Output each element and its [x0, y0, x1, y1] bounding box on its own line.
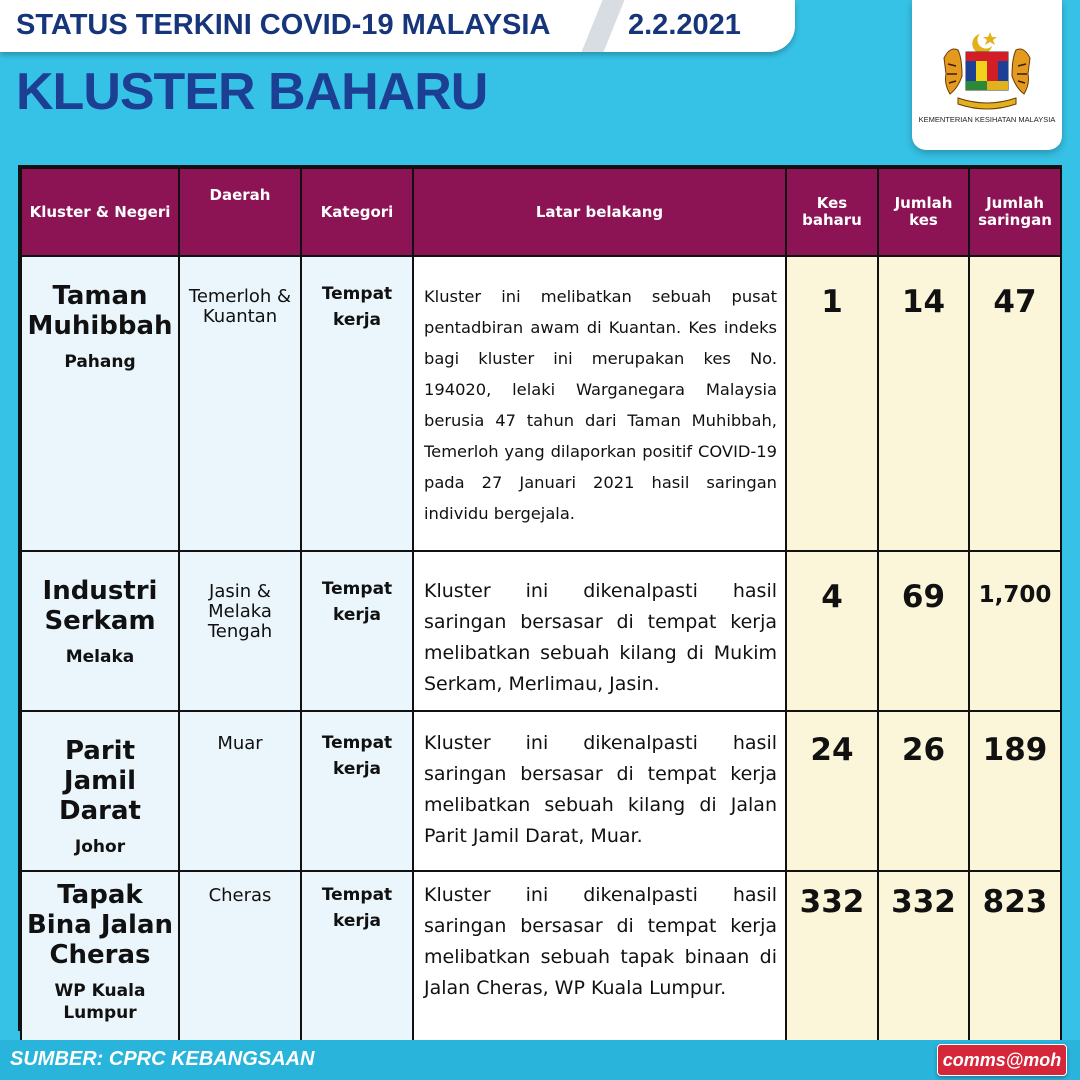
district-cell [179, 871, 301, 1049]
column-header-jumlah-kes: Jumlah kes [878, 168, 969, 256]
district-name: Cheras [208, 885, 272, 906]
column-header-kes-baharu: Kes baharu [786, 168, 878, 256]
cluster-name: Parit Jamil Darat [59, 736, 141, 826]
total-cases-cell [878, 871, 969, 1049]
total-cases-value: 14 [901, 284, 946, 320]
background-cell [413, 871, 786, 1049]
cluster-state: Pahang [64, 352, 136, 372]
screenings-cell [969, 871, 1061, 1049]
cluster-cell [21, 711, 179, 871]
category-cell [301, 871, 413, 1049]
screenings-value: 47 [993, 284, 1037, 320]
cluster-state: Melaka [65, 647, 135, 667]
district-cell [179, 711, 301, 871]
comms-badge: comms@moh [937, 1044, 1067, 1076]
total-cases-cell [878, 256, 969, 551]
screenings-value: 1,700 [978, 582, 1052, 608]
background-text: Kluster ini dikenalpasti hasil saringan bersasar di tempat kerja melibatkan sebuah tapak binaan di Jalan Cheras, WP Kuala Lumpur. [424, 884, 777, 999]
screenings-cell [969, 256, 1061, 551]
district-name: Jasin & Melaka Tengah [207, 581, 273, 642]
background-text: Kluster ini melibatkan sebuah pusat pentadbiran awam di Kuantan. Kes indeks bagi kluster ini merupakan kes No. 194020, lelaki Warganegara Malaysia berusia 47 tahun dari Taman Muhibbah, Temerloh yang dilaporkan positif COVID-19 pada 27 Januari 2021 hasil saringan individu bergejala. [424, 287, 777, 523]
category-cell [301, 711, 413, 871]
cluster-state: Johor [74, 837, 126, 857]
total-cases-value: 69 [901, 579, 946, 615]
ministry-name: KEMENTERIAN KESIHATAN MALAYSIA [918, 115, 1056, 124]
table-header-row [21, 168, 1061, 256]
screenings-cell [969, 711, 1061, 871]
header-divider [581, 0, 624, 52]
cluster-cell [21, 871, 179, 1049]
total-cases-value: 26 [901, 732, 946, 768]
source-label: SUMBER: CPRC KEBANGSAAN [10, 1048, 315, 1070]
new-cases-value: 4 [821, 579, 843, 615]
cluster-table [18, 165, 1062, 1031]
new-cases-cell [786, 551, 878, 711]
category-label: Tempat kerja [321, 885, 393, 931]
background-cell [413, 711, 786, 871]
new-cases-value: 24 [810, 732, 854, 768]
category-cell [301, 551, 413, 711]
table-row [21, 711, 1061, 871]
cluster-cell [21, 551, 179, 711]
screenings-value: 189 [982, 732, 1048, 768]
column-header-latar: Latar belakang [413, 168, 786, 256]
table-row [21, 256, 1061, 551]
new-cases-value: 332 [799, 884, 865, 920]
new-cases-value: 1 [821, 284, 843, 320]
page-title: STATUS TERKINI COVID-19 MALAYSIA [16, 9, 551, 41]
column-header-jumlah-saringan: Jumlah saringan [969, 168, 1061, 256]
background-cell [413, 551, 786, 711]
background-cell [413, 256, 786, 551]
table-row [21, 871, 1061, 1049]
ministry-logo-card [912, 0, 1062, 150]
column-header-kluster: Kluster & Negeri [21, 168, 179, 256]
district-name: Muar [217, 733, 263, 754]
background-text: Kluster ini dikenalpasti hasil saringan bersasar di tempat kerja melibatkan sebuah kilang di Mukim Serkam, Merlimau, Jasin. [424, 580, 777, 695]
district-cell [179, 256, 301, 551]
report-date: 2.2.2021 [628, 9, 741, 41]
cluster-state: WP Kuala Lumpur [54, 981, 146, 1023]
screenings-cell [969, 551, 1061, 711]
column-header-daerah: Daerah [179, 168, 301, 256]
total-cases-cell [878, 551, 969, 711]
background-text: Kluster ini dikenalpasti hasil saringan bersasar di tempat kerja melibatkan sebuah kilang di Jalan Parit Jamil Darat, Muar. [424, 732, 777, 847]
new-cases-cell [786, 871, 878, 1049]
cluster-name: Tapak Bina Jalan Cheras [26, 880, 174, 970]
new-cases-cell [786, 711, 878, 871]
district-cell [179, 551, 301, 711]
table-row [21, 551, 1061, 711]
cluster-cell [21, 256, 179, 551]
category-cell [301, 256, 413, 551]
district-name: Temerloh & Kuantan [188, 286, 292, 327]
new-cases-cell [786, 256, 878, 551]
screenings-value: 823 [982, 884, 1048, 920]
category-label: Tempat kerja [321, 284, 393, 330]
category-label: Tempat kerja [321, 579, 393, 625]
category-label: Tempat kerja [321, 733, 393, 779]
column-header-kategori: Kategori [301, 168, 413, 256]
main-title: KLUSTER BAHARU [16, 63, 488, 121]
total-cases-value: 332 [891, 884, 956, 920]
cluster-name: Industri Serkam [42, 576, 158, 636]
malaysia-coat-of-arms-icon [940, 28, 1034, 112]
cluster-name: Taman Muhibbah [27, 281, 173, 341]
total-cases-cell [878, 711, 969, 871]
